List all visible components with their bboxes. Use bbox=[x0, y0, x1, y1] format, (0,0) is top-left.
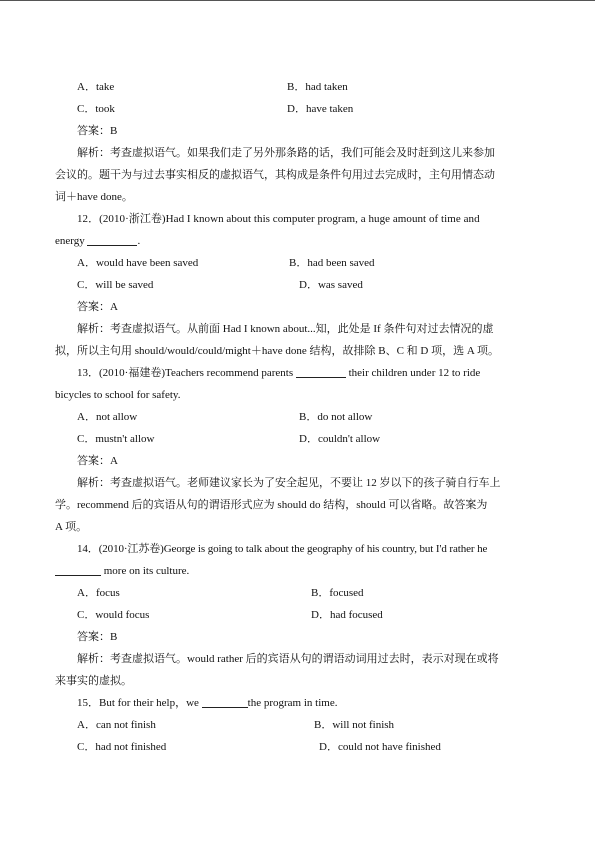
explanation-line: A 项。 bbox=[55, 521, 88, 533]
option-c: C．will be saved bbox=[77, 279, 154, 291]
option-a: A．take bbox=[77, 81, 115, 93]
option-row bbox=[55, 714, 542, 736]
option-b: B．focused bbox=[311, 587, 364, 599]
option-d: D．had focused bbox=[311, 609, 383, 621]
question-stem: bicycles to school for safety. bbox=[55, 389, 181, 401]
explanation-line: 解析：考查虚拟语气。如果我们走了另外那条路的话，我们可能会及时赶到这儿来参加 bbox=[77, 147, 495, 159]
answer: 答案：B bbox=[77, 631, 118, 643]
stem-text: more on its culture. bbox=[101, 565, 190, 577]
option-a: A．focus bbox=[77, 587, 120, 599]
explanation-line: 学。recommend 后的宾语从句的谓语形式应为 should do 结构，should 可以省略。故答案为 bbox=[55, 499, 488, 511]
stem-text: energy bbox=[55, 235, 88, 247]
option-row bbox=[55, 274, 542, 296]
answer: 答案：A bbox=[77, 455, 118, 467]
option-row bbox=[55, 98, 542, 120]
explanation-line: 词＋have done。 bbox=[55, 191, 133, 203]
option-d: D．have taken bbox=[287, 103, 354, 115]
option-c: C．had not finished bbox=[77, 741, 167, 753]
option-c: C．would focus bbox=[77, 609, 150, 621]
option-row bbox=[55, 604, 542, 626]
explanation-line: 会议的。题干为与过去事实相反的虚拟语气，其构成是条件句用过去完成时，主句用情态动 bbox=[55, 169, 495, 181]
answer: 答案：B bbox=[77, 125, 118, 137]
option-a: A．would have been saved bbox=[77, 257, 199, 269]
option-row bbox=[55, 252, 542, 274]
question-stem bbox=[55, 560, 542, 582]
exam-content bbox=[55, 76, 542, 758]
answer-blank bbox=[296, 364, 346, 378]
explanation-line: 拟，所以主句用 should/would/could/might＋have done 结构，故排除 B、C 和 D 项，选 A 项。 bbox=[55, 345, 499, 357]
answer-blank bbox=[55, 562, 101, 576]
stem-text: the program in time. bbox=[247, 697, 338, 709]
stem-text: 15．But for their help，we bbox=[77, 697, 202, 709]
stem-text: . bbox=[137, 235, 141, 247]
option-d: D．could not have finished bbox=[319, 741, 441, 753]
option-d: D．couldn't allow bbox=[299, 433, 381, 445]
explanation-line: 解析：考查虚拟语气。从前面 Had I known about...知，此处是 If 条件句对过去情况的虚 bbox=[77, 323, 494, 335]
stem-text: 13．(2010·福建卷)Teachers recommend parents bbox=[77, 367, 296, 379]
answer: 答案：A bbox=[77, 301, 118, 313]
option-c: C．took bbox=[77, 103, 115, 115]
question-stem bbox=[55, 692, 542, 714]
option-row bbox=[55, 428, 542, 450]
option-d: D．was saved bbox=[299, 279, 363, 291]
option-c: C．mustn't allow bbox=[77, 433, 155, 445]
question-stem: 12．(2010·浙江卷)Had I known about this computer program, a huge amount of time and bbox=[77, 213, 480, 225]
option-b: B．had been saved bbox=[289, 257, 375, 269]
question-stem bbox=[55, 230, 542, 252]
option-b: B．will not finish bbox=[314, 719, 395, 731]
option-row bbox=[55, 736, 542, 758]
option-row bbox=[55, 76, 542, 98]
answer-blank bbox=[87, 232, 137, 246]
explanation-line: 来事实的虚拟。 bbox=[55, 675, 132, 687]
option-a: A．not allow bbox=[77, 411, 138, 423]
option-row bbox=[55, 406, 542, 428]
question-stem: 14．(2010·江苏卷)George is going to talk about the geography of his country, but I'd rather he bbox=[77, 543, 488, 555]
option-b: B．had taken bbox=[287, 81, 348, 93]
option-b: B．do not allow bbox=[299, 411, 373, 423]
question-stem bbox=[55, 362, 542, 384]
option-row bbox=[55, 582, 542, 604]
answer-blank bbox=[202, 694, 248, 708]
explanation-line: 解析：考查虚拟语气。would rather 后的宾语从句的谓语动词用过去时，表示对现在或将 bbox=[77, 653, 499, 665]
option-a: A．can not finish bbox=[77, 719, 156, 731]
top-rule bbox=[0, 0, 595, 1]
stem-text: their children under 12 to ride bbox=[345, 367, 481, 379]
explanation-line: 解析：考查虚拟语气。老师建议家长为了安全起见，不要让 12 岁以下的孩子骑自行车上 bbox=[77, 477, 501, 489]
